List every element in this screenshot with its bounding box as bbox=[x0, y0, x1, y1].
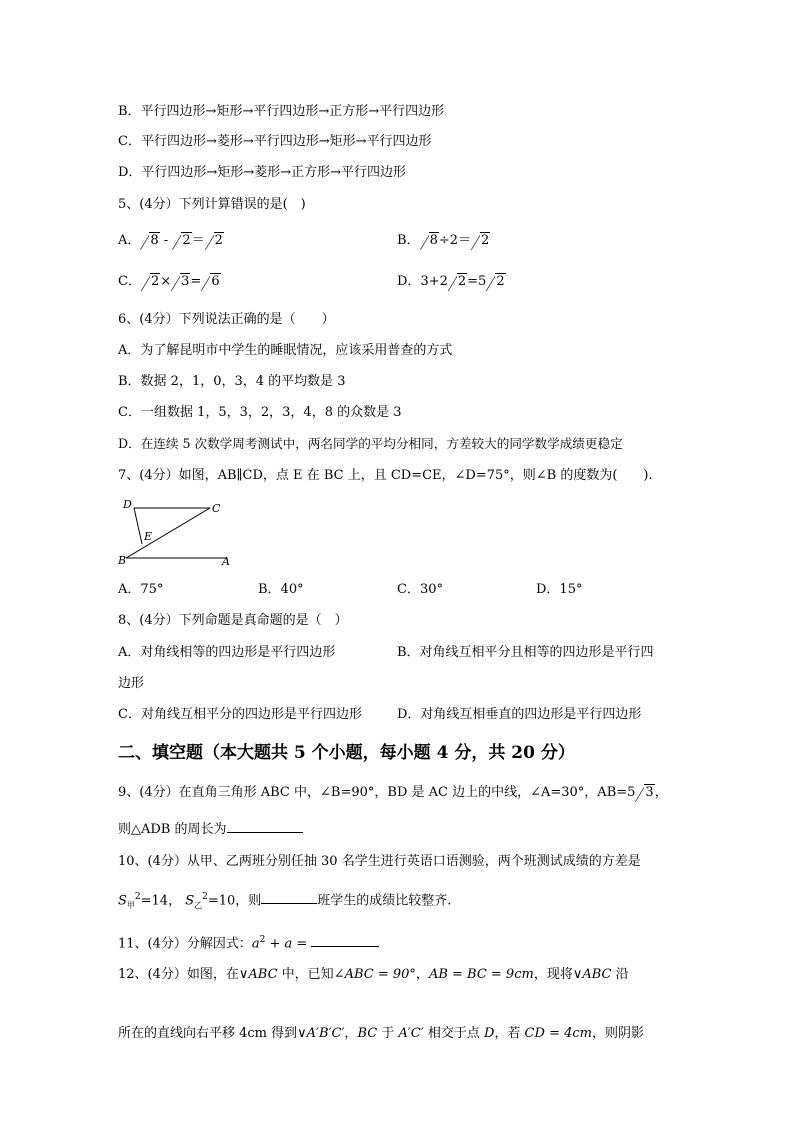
point-a-label: A bbox=[222, 555, 230, 568]
sqrt-symbol: 2 bbox=[172, 232, 191, 250]
q4-option-b: B．平行四边形→矩形→平行四边形→正方形→平行四边形 bbox=[118, 104, 445, 119]
q12-line2: 所在的直线向右平移 4cm 得到∨A′B′C′，BC 于 A′C′ 相交于点 D，若 CD = 4cm，则阴影 bbox=[118, 1026, 644, 1041]
q4-option-c: C．平行四边形→菱形→平行四边形→矩形→平行四边形 bbox=[118, 134, 432, 149]
q7-option-c: C．30° bbox=[397, 582, 443, 597]
answer-blank[interactable] bbox=[311, 934, 379, 947]
sqrt-symbol: 2 bbox=[486, 273, 505, 291]
q5-option-c: C． 2× 3= 6 bbox=[118, 274, 220, 289]
sqrt-symbol: 2 bbox=[205, 232, 224, 250]
sqrt-symbol: 2 bbox=[141, 273, 160, 291]
q5-option-a: A． 8 - 2＝ 2 bbox=[118, 233, 223, 248]
sqrt-symbol: 6 bbox=[201, 273, 220, 291]
q9-line2: 则△ADB 的周长为 bbox=[118, 820, 303, 839]
q8-option-c: C．对角线互相平分的四边形是平行四边形 bbox=[118, 707, 362, 722]
q7-option-b: B．40° bbox=[258, 582, 304, 597]
point-e-label: E bbox=[144, 530, 153, 543]
segment-de bbox=[134, 508, 142, 544]
q7-option-d: D．15° bbox=[536, 582, 583, 597]
point-c-label: C bbox=[212, 502, 221, 515]
sqrt-symbol: 3 bbox=[171, 273, 190, 291]
point-b-label: B bbox=[118, 554, 127, 567]
q5-option-d: D．3+2 2=5 2 bbox=[397, 274, 505, 289]
q6-stem: 6、(4分）下列说法正确的是（ ） bbox=[118, 312, 335, 327]
q10-line2: $S_甲^2=14$， $S_乙^2=10$，则 班学生的成绩比较整齐. bbox=[118, 892, 452, 910]
q7-figure bbox=[116, 498, 236, 570]
q8-option-a: A．对角线相等的四边形是平行四边形 bbox=[118, 645, 336, 660]
section-title: 二、填空题（本大题共 5 个小题，每小题 4 分，共 20 分） bbox=[118, 743, 575, 763]
q5-option-b: B． 8÷2＝ 2 bbox=[397, 233, 490, 248]
q6-option-d: D．在连续 5 次数学周考测试中，两名同学的平均分相同，方差较大的同学数学成绩更稳定 bbox=[118, 436, 623, 451]
q9-line1: 9、(4分）在直角三角形 ABC 中，∠B=90°，BD 是 AC 边上的中线，∠A=30°，AB=5 3， bbox=[118, 785, 668, 800]
sqrt-symbol: 3 bbox=[635, 784, 654, 802]
answer-blank[interactable] bbox=[261, 891, 317, 904]
q8-option-b-cont: 边形 bbox=[118, 676, 145, 691]
q6-option-a: A．为了解昆明市中学生的睡眠情况，应该采用普查的方式 bbox=[118, 343, 453, 358]
q5-stem: 5、(4分）下列计算错误的是( ) bbox=[118, 197, 306, 212]
q7-stem: 7、(4分）如图，AB∥CD，点 E 在 BC 上，且 CD=CE，∠D=75°，则∠B 的度数为( ). bbox=[118, 468, 653, 483]
q8-stem: 8、(4分）下列命题是真命题的是（ ） bbox=[118, 613, 348, 628]
q11-line: 11、(4分）分解因式：$a^2 + a$ = bbox=[118, 931, 379, 953]
q7-option-a: A．75° bbox=[118, 582, 164, 597]
q6-option-c: C．一组数据 1，5，3，2，3，4，8 的众数是 3 bbox=[118, 405, 402, 420]
sqrt-symbol: 8 bbox=[420, 232, 439, 250]
segment-bc bbox=[126, 508, 210, 558]
option-label: A． bbox=[118, 233, 141, 248]
sqrt-symbol: 2 bbox=[448, 273, 467, 291]
q8-option-d: D．对角线互相垂直的四边形是平行四边形 bbox=[397, 707, 642, 722]
sqrt-symbol: 2 bbox=[471, 232, 490, 250]
q12-line1: 12、(4分）如图，在∨ABC 中，已知∠ABC = 90°，AB = BC = 9cm，现将∨ABC 沿 bbox=[118, 967, 629, 982]
point-d-label: D bbox=[123, 498, 132, 511]
q8-option-b: B．对角线互相平分且相等的四边形是平行四 bbox=[397, 645, 654, 660]
q6-option-b: B．数据 2，1，0，3，4 的平均数是 3 bbox=[118, 374, 346, 389]
sqrt-symbol: 8 bbox=[140, 232, 159, 250]
q10-line1: 10、(4分）从甲、乙两班分别任抽 30 名学生进行英语口语测验，两个班测试成绩的方差是 bbox=[118, 854, 641, 869]
q4-option-d: D．平行四边形→矩形→菱形→正方形→平行四边形 bbox=[118, 165, 406, 180]
answer-blank[interactable] bbox=[227, 820, 303, 833]
